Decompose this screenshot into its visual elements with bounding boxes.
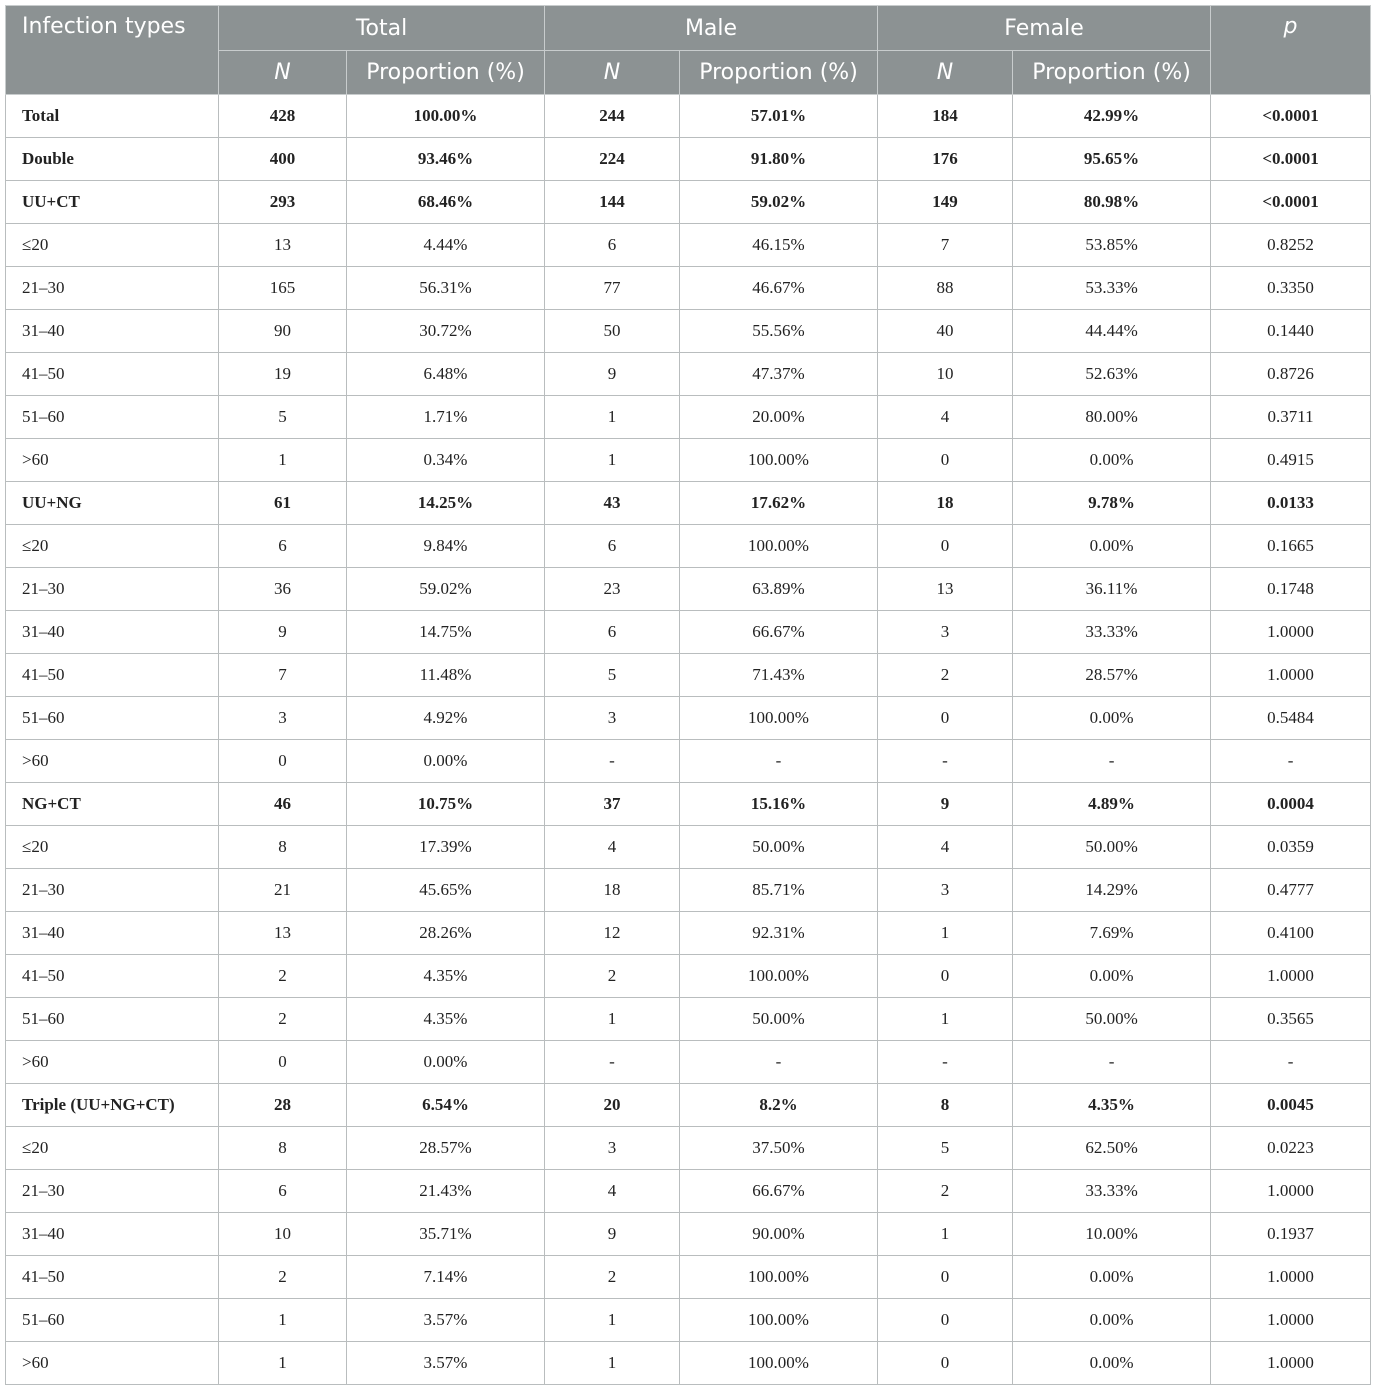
- cell-female-n: 10: [878, 353, 1013, 396]
- row-label: 21–30: [6, 267, 219, 310]
- cell-male-proportion: 71.43%: [680, 654, 878, 697]
- cell-total-n: 10: [219, 1213, 347, 1256]
- table-row: [6, 912, 1371, 955]
- infection-types-table: [5, 5, 1371, 1385]
- row-label: 51–60: [6, 1299, 219, 1342]
- cell-male-n: 2: [545, 955, 680, 998]
- cell-female-proportion: 53.33%: [1013, 267, 1211, 310]
- cell-female-proportion: 44.44%: [1013, 310, 1211, 353]
- cell-female-proportion: 80.00%: [1013, 396, 1211, 439]
- cell-male-n: 18: [545, 869, 680, 912]
- row-label: 51–60: [6, 396, 219, 439]
- cell-male-proportion: 100.00%: [680, 1342, 878, 1385]
- row-label: 31–40: [6, 611, 219, 654]
- cell-total-n: 6: [219, 525, 347, 568]
- row-label: >60: [6, 1041, 219, 1084]
- cell-female-n: 88: [878, 267, 1013, 310]
- table-row: [6, 1256, 1371, 1299]
- cell-male-n: 6: [545, 611, 680, 654]
- cell-male-proportion: -: [680, 1041, 878, 1084]
- row-label: 31–40: [6, 1213, 219, 1256]
- header-female-proportion: Proportion (%): [1013, 51, 1211, 95]
- cell-male-n: 4: [545, 826, 680, 869]
- header-total-proportion: Proportion (%): [347, 51, 545, 95]
- cell-female-proportion: 0.00%: [1013, 697, 1211, 740]
- cell-male-n: 1: [545, 998, 680, 1041]
- cell-p-value: 0.3565: [1211, 998, 1371, 1041]
- table-row: [6, 611, 1371, 654]
- cell-p-value: 0.1665: [1211, 525, 1371, 568]
- cell-p-value: 0.5484: [1211, 697, 1371, 740]
- table-row: [6, 955, 1371, 998]
- cell-female-n: 184: [878, 95, 1013, 138]
- table-row: [6, 654, 1371, 697]
- cell-total-proportion: 0.00%: [347, 740, 545, 783]
- cell-female-n: -: [878, 1041, 1013, 1084]
- row-label: Triple (UU+NG+CT): [6, 1084, 219, 1127]
- cell-male-proportion: 37.50%: [680, 1127, 878, 1170]
- cell-female-n: 1: [878, 912, 1013, 955]
- row-label: 41–50: [6, 654, 219, 697]
- cell-female-proportion: 28.57%: [1013, 654, 1211, 697]
- cell-total-proportion: 30.72%: [347, 310, 545, 353]
- table-row: [6, 396, 1371, 439]
- cell-female-proportion: 52.63%: [1013, 353, 1211, 396]
- row-label: 31–40: [6, 310, 219, 353]
- cell-total-proportion: 45.65%: [347, 869, 545, 912]
- cell-female-n: 0: [878, 955, 1013, 998]
- cell-p-value: 0.0359: [1211, 826, 1371, 869]
- cell-p-value: 0.3350: [1211, 267, 1371, 310]
- cell-male-n: 224: [545, 138, 680, 181]
- row-label: UU+NG: [6, 482, 219, 525]
- cell-p-value: 0.4100: [1211, 912, 1371, 955]
- cell-female-proportion: 62.50%: [1013, 1127, 1211, 1170]
- cell-male-n: 12: [545, 912, 680, 955]
- cell-total-n: 21: [219, 869, 347, 912]
- row-label: ≤20: [6, 1127, 219, 1170]
- cell-male-n: 37: [545, 783, 680, 826]
- header-infection-types: Infection types: [6, 6, 219, 95]
- cell-male-n: 6: [545, 525, 680, 568]
- cell-female-proportion: -: [1013, 740, 1211, 783]
- cell-female-n: 13: [878, 568, 1013, 611]
- cell-female-proportion: 53.85%: [1013, 224, 1211, 267]
- cell-total-proportion: 10.75%: [347, 783, 545, 826]
- cell-total-n: 400: [219, 138, 347, 181]
- cell-p-value: <0.0001: [1211, 95, 1371, 138]
- cell-male-proportion: -: [680, 740, 878, 783]
- cell-female-proportion: 7.69%: [1013, 912, 1211, 955]
- cell-female-proportion: 42.99%: [1013, 95, 1211, 138]
- cell-male-proportion: 17.62%: [680, 482, 878, 525]
- table-row: [6, 869, 1371, 912]
- cell-total-proportion: 0.00%: [347, 1041, 545, 1084]
- cell-female-proportion: 0.00%: [1013, 439, 1211, 482]
- cell-male-proportion: 46.67%: [680, 267, 878, 310]
- cell-male-n: 9: [545, 353, 680, 396]
- cell-total-proportion: 9.84%: [347, 525, 545, 568]
- cell-female-n: 0: [878, 525, 1013, 568]
- cell-female-n: 0: [878, 1299, 1013, 1342]
- cell-male-n: 23: [545, 568, 680, 611]
- cell-p-value: -: [1211, 1041, 1371, 1084]
- cell-male-n: 9: [545, 1213, 680, 1256]
- cell-male-proportion: 90.00%: [680, 1213, 878, 1256]
- cell-total-n: 6: [219, 1170, 347, 1213]
- cell-total-n: 293: [219, 181, 347, 224]
- cell-p-value: 1.0000: [1211, 611, 1371, 654]
- cell-p-value: 0.1440: [1211, 310, 1371, 353]
- row-label: 41–50: [6, 353, 219, 396]
- cell-female-proportion: 50.00%: [1013, 826, 1211, 869]
- cell-total-proportion: 4.35%: [347, 955, 545, 998]
- cell-female-n: 4: [878, 396, 1013, 439]
- cell-total-proportion: 35.71%: [347, 1213, 545, 1256]
- cell-total-proportion: 3.57%: [347, 1342, 545, 1385]
- cell-female-n: 3: [878, 611, 1013, 654]
- table-row: [6, 353, 1371, 396]
- cell-male-proportion: 15.16%: [680, 783, 878, 826]
- cell-male-proportion: 100.00%: [680, 1299, 878, 1342]
- table-row: [6, 439, 1371, 482]
- cell-total-n: 7: [219, 654, 347, 697]
- cell-female-n: 2: [878, 1170, 1013, 1213]
- cell-total-n: 13: [219, 224, 347, 267]
- cell-male-proportion: 66.67%: [680, 1170, 878, 1213]
- cell-total-n: 19: [219, 353, 347, 396]
- cell-female-n: 176: [878, 138, 1013, 181]
- cell-male-proportion: 46.15%: [680, 224, 878, 267]
- cell-male-n: 20: [545, 1084, 680, 1127]
- cell-female-n: -: [878, 740, 1013, 783]
- cell-total-n: 428: [219, 95, 347, 138]
- cell-female-n: 0: [878, 1256, 1013, 1299]
- table-row: [6, 1170, 1371, 1213]
- row-label: 41–50: [6, 1256, 219, 1299]
- cell-p-value: -: [1211, 740, 1371, 783]
- cell-total-n: 1: [219, 1342, 347, 1385]
- cell-total-n: 0: [219, 740, 347, 783]
- cell-p-value: 0.1937: [1211, 1213, 1371, 1256]
- cell-male-n: 77: [545, 267, 680, 310]
- cell-female-n: 9: [878, 783, 1013, 826]
- cell-p-value: <0.0001: [1211, 138, 1371, 181]
- header-total: Total: [219, 6, 545, 51]
- row-label: 21–30: [6, 1170, 219, 1213]
- row-label: UU+CT: [6, 181, 219, 224]
- cell-total-proportion: 17.39%: [347, 826, 545, 869]
- cell-female-n: 0: [878, 697, 1013, 740]
- cell-male-n: 3: [545, 697, 680, 740]
- header-p: p: [1211, 6, 1371, 95]
- cell-total-proportion: 21.43%: [347, 1170, 545, 1213]
- cell-p-value: 1.0000: [1211, 1256, 1371, 1299]
- cell-total-proportion: 93.46%: [347, 138, 545, 181]
- table-row: [6, 1299, 1371, 1342]
- cell-male-n: 2: [545, 1256, 680, 1299]
- cell-total-n: 2: [219, 998, 347, 1041]
- cell-female-n: 0: [878, 1342, 1013, 1385]
- cell-p-value: 0.1748: [1211, 568, 1371, 611]
- cell-total-n: 5: [219, 396, 347, 439]
- table-row: [6, 1041, 1371, 1084]
- cell-male-proportion: 100.00%: [680, 525, 878, 568]
- cell-total-proportion: 28.26%: [347, 912, 545, 955]
- cell-male-proportion: 100.00%: [680, 955, 878, 998]
- cell-p-value: 1.0000: [1211, 1342, 1371, 1385]
- cell-female-proportion: 14.29%: [1013, 869, 1211, 912]
- cell-total-n: 90: [219, 310, 347, 353]
- table-row: [6, 267, 1371, 310]
- cell-male-proportion: 20.00%: [680, 396, 878, 439]
- table-row: [6, 224, 1371, 267]
- cell-female-proportion: 33.33%: [1013, 1170, 1211, 1213]
- cell-male-proportion: 50.00%: [680, 998, 878, 1041]
- cell-male-proportion: 47.37%: [680, 353, 878, 396]
- cell-total-n: 46: [219, 783, 347, 826]
- cell-total-proportion: 11.48%: [347, 654, 545, 697]
- cell-female-n: 18: [878, 482, 1013, 525]
- cell-female-proportion: 0.00%: [1013, 1256, 1211, 1299]
- cell-male-proportion: 85.71%: [680, 869, 878, 912]
- cell-male-proportion: 55.56%: [680, 310, 878, 353]
- cell-total-proportion: 6.48%: [347, 353, 545, 396]
- row-label: >60: [6, 740, 219, 783]
- table-row: [6, 310, 1371, 353]
- cell-male-proportion: 59.02%: [680, 181, 878, 224]
- cell-female-n: 5: [878, 1127, 1013, 1170]
- cell-total-proportion: 3.57%: [347, 1299, 545, 1342]
- cell-female-proportion: 33.33%: [1013, 611, 1211, 654]
- cell-p-value: <0.0001: [1211, 181, 1371, 224]
- table-row: [6, 998, 1371, 1041]
- cell-male-proportion: 50.00%: [680, 826, 878, 869]
- cell-female-n: 149: [878, 181, 1013, 224]
- cell-p-value: 1.0000: [1211, 654, 1371, 697]
- cell-total-n: 61: [219, 482, 347, 525]
- cell-male-n: -: [545, 1041, 680, 1084]
- cell-female-n: 7: [878, 224, 1013, 267]
- cell-total-proportion: 56.31%: [347, 267, 545, 310]
- cell-female-n: 3: [878, 869, 1013, 912]
- cell-total-proportion: 0.34%: [347, 439, 545, 482]
- row-label: ≤20: [6, 224, 219, 267]
- table-row: [6, 181, 1371, 224]
- cell-female-n: 0: [878, 439, 1013, 482]
- cell-female-n: 1: [878, 1213, 1013, 1256]
- table-row: [6, 740, 1371, 783]
- cell-p-value: 0.8252: [1211, 224, 1371, 267]
- row-label: Total: [6, 95, 219, 138]
- table-row: [6, 783, 1371, 826]
- cell-male-n: 1: [545, 439, 680, 482]
- cell-male-n: 4: [545, 1170, 680, 1213]
- row-label: 31–40: [6, 912, 219, 955]
- table-row: [6, 525, 1371, 568]
- header-total-n: N: [219, 51, 347, 95]
- cell-female-n: 2: [878, 654, 1013, 697]
- cell-total-proportion: 1.71%: [347, 396, 545, 439]
- table-row: [6, 138, 1371, 181]
- header-male-n: N: [545, 51, 680, 95]
- cell-p-value: 0.4777: [1211, 869, 1371, 912]
- cell-p-value: 0.4915: [1211, 439, 1371, 482]
- cell-p-value: 1.0000: [1211, 1299, 1371, 1342]
- cell-total-n: 8: [219, 826, 347, 869]
- cell-female-n: 4: [878, 826, 1013, 869]
- table-body: [6, 95, 1371, 1385]
- header-male: Male: [545, 6, 878, 51]
- cell-male-n: 43: [545, 482, 680, 525]
- header-female-n: N: [878, 51, 1013, 95]
- cell-p-value: 0.0004: [1211, 783, 1371, 826]
- cell-female-proportion: 4.89%: [1013, 783, 1211, 826]
- cell-male-n: 1: [545, 396, 680, 439]
- header-male-proportion: Proportion (%): [680, 51, 878, 95]
- cell-male-proportion: 57.01%: [680, 95, 878, 138]
- row-label: 51–60: [6, 998, 219, 1041]
- row-label: 41–50: [6, 955, 219, 998]
- cell-total-proportion: 14.25%: [347, 482, 545, 525]
- row-label: NG+CT: [6, 783, 219, 826]
- cell-female-proportion: 0.00%: [1013, 525, 1211, 568]
- cell-male-n: 1: [545, 1342, 680, 1385]
- header-female: Female: [878, 6, 1211, 51]
- table-row: [6, 1213, 1371, 1256]
- cell-total-n: 9: [219, 611, 347, 654]
- cell-total-proportion: 28.57%: [347, 1127, 545, 1170]
- cell-p-value: 1.0000: [1211, 1170, 1371, 1213]
- cell-female-n: 40: [878, 310, 1013, 353]
- cell-male-n: -: [545, 740, 680, 783]
- cell-p-value: 0.8726: [1211, 353, 1371, 396]
- table-row: [6, 1127, 1371, 1170]
- cell-female-proportion: 36.11%: [1013, 568, 1211, 611]
- cell-total-proportion: 4.35%: [347, 998, 545, 1041]
- cell-female-proportion: 0.00%: [1013, 1342, 1211, 1385]
- cell-total-n: 0: [219, 1041, 347, 1084]
- row-label: 51–60: [6, 697, 219, 740]
- cell-total-n: 1: [219, 439, 347, 482]
- cell-male-n: 50: [545, 310, 680, 353]
- cell-male-n: 1: [545, 1299, 680, 1342]
- cell-female-proportion: 95.65%: [1013, 138, 1211, 181]
- table-row: [6, 1084, 1371, 1127]
- cell-female-proportion: 4.35%: [1013, 1084, 1211, 1127]
- cell-total-proportion: 7.14%: [347, 1256, 545, 1299]
- cell-male-proportion: 8.2%: [680, 1084, 878, 1127]
- cell-p-value: 0.0223: [1211, 1127, 1371, 1170]
- cell-female-proportion: -: [1013, 1041, 1211, 1084]
- cell-total-n: 13: [219, 912, 347, 955]
- row-label: Double: [6, 138, 219, 181]
- cell-total-n: 28: [219, 1084, 347, 1127]
- cell-male-proportion: 66.67%: [680, 611, 878, 654]
- cell-total-n: 165: [219, 267, 347, 310]
- row-label: 21–30: [6, 568, 219, 611]
- cell-female-proportion: 9.78%: [1013, 482, 1211, 525]
- table-row: [6, 1342, 1371, 1385]
- cell-total-proportion: 68.46%: [347, 181, 545, 224]
- cell-total-proportion: 100.00%: [347, 95, 545, 138]
- cell-total-proportion: 6.54%: [347, 1084, 545, 1127]
- cell-male-proportion: 100.00%: [680, 439, 878, 482]
- cell-female-proportion: 80.98%: [1013, 181, 1211, 224]
- table-row: [6, 95, 1371, 138]
- cell-total-n: 3: [219, 697, 347, 740]
- row-label: >60: [6, 439, 219, 482]
- cell-male-proportion: 100.00%: [680, 1256, 878, 1299]
- table-row: [6, 826, 1371, 869]
- cell-p-value: 0.0133: [1211, 482, 1371, 525]
- cell-male-n: 6: [545, 224, 680, 267]
- table-header: [6, 6, 1371, 95]
- cell-total-n: 8: [219, 1127, 347, 1170]
- cell-total-n: 36: [219, 568, 347, 611]
- cell-total-proportion: 4.44%: [347, 224, 545, 267]
- cell-total-n: 2: [219, 955, 347, 998]
- cell-total-proportion: 4.92%: [347, 697, 545, 740]
- row-label: ≤20: [6, 826, 219, 869]
- table-row: [6, 482, 1371, 525]
- cell-female-proportion: 0.00%: [1013, 955, 1211, 998]
- cell-female-proportion: 50.00%: [1013, 998, 1211, 1041]
- row-label: ≤20: [6, 525, 219, 568]
- cell-female-proportion: 0.00%: [1013, 1299, 1211, 1342]
- cell-p-value: 0.3711: [1211, 396, 1371, 439]
- table-row: [6, 697, 1371, 740]
- row-label: 21–30: [6, 869, 219, 912]
- cell-p-value: 0.0045: [1211, 1084, 1371, 1127]
- cell-female-n: 8: [878, 1084, 1013, 1127]
- cell-male-n: 3: [545, 1127, 680, 1170]
- cell-male-n: 5: [545, 654, 680, 697]
- cell-total-n: 2: [219, 1256, 347, 1299]
- cell-total-n: 1: [219, 1299, 347, 1342]
- cell-total-proportion: 59.02%: [347, 568, 545, 611]
- cell-male-proportion: 100.00%: [680, 697, 878, 740]
- cell-female-n: 1: [878, 998, 1013, 1041]
- cell-male-n: 144: [545, 181, 680, 224]
- cell-female-proportion: 10.00%: [1013, 1213, 1211, 1256]
- cell-male-n: 244: [545, 95, 680, 138]
- cell-total-proportion: 14.75%: [347, 611, 545, 654]
- cell-male-proportion: 92.31%: [680, 912, 878, 955]
- cell-p-value: 1.0000: [1211, 955, 1371, 998]
- row-label: >60: [6, 1342, 219, 1385]
- table-row: [6, 568, 1371, 611]
- cell-male-proportion: 91.80%: [680, 138, 878, 181]
- cell-male-proportion: 63.89%: [680, 568, 878, 611]
